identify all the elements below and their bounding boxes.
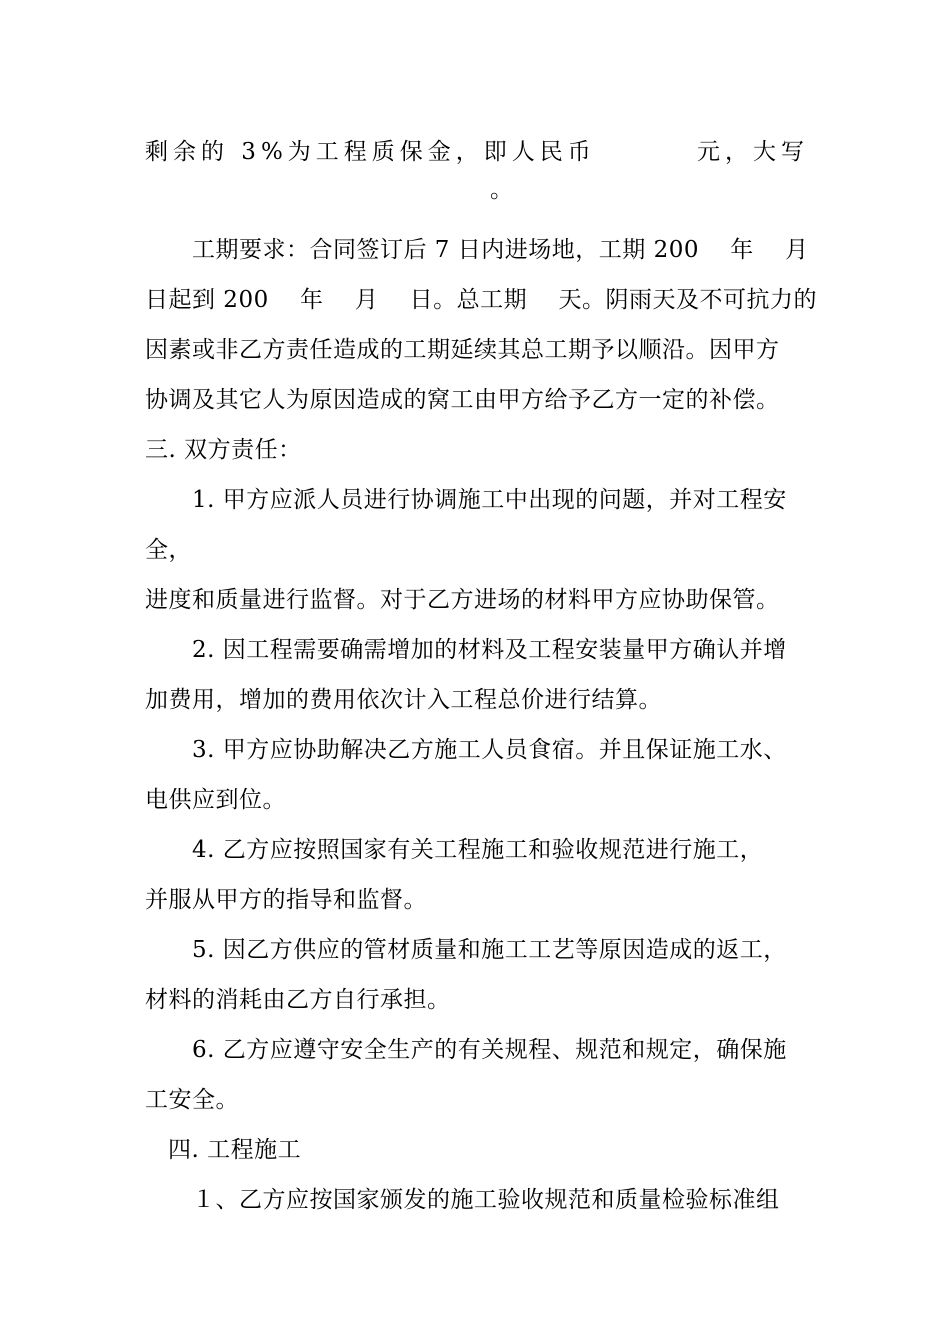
retention-tail-text: 元，大写 [697,139,809,165]
item1-text-a: 1. 甲方应派人员进行协调施工中出现的问题，并对工程安 [192,487,787,513]
schedule-text-1: 工期要求：合同签订后 7 日内进场地，工期 200 年 月 [192,237,809,263]
text-line-item1-c [145,586,780,614]
text-line-item5-a [192,936,787,964]
text-line-item4-b [145,886,427,914]
schedule-text-3: 因素或非乙方责任造成的工期延续其总工期予以顺沿。因甲方 [145,337,780,363]
item3-text-b: 电供应到位。 [145,787,286,813]
text-line-construction-1 [192,1186,780,1214]
text-line-item3-a [192,736,787,764]
item1-text-c: 进度和质量进行监督。对于乙方进场的材料甲方应协助保管。 [145,587,780,613]
text-line-item3-b [145,786,286,814]
item6-text-b: 工安全。 [145,1087,239,1113]
text-line-retention-tail [697,138,809,166]
text-line-item4-a [192,836,763,864]
item1-text-b: 全， [145,537,192,563]
text-line-item1-b [145,536,192,564]
text-line-retention [145,138,596,166]
item2-text-b: 加费用，增加的费用依次计入工程总价进行结算。 [145,687,662,713]
retention-text: 剩余的 3%为工程质保金，即人民币 [145,139,596,165]
item2-text-a: 2. 因工程需要确需增加的材料及工程安装量甲方确认并增 [192,637,787,663]
schedule-text-2: 日起到 200 年 月 日。总工期 天。阴雨天及不可抗力的 [145,287,817,313]
text-line-item6-a [192,1036,787,1064]
text-line-period [490,176,514,204]
section-heading-4 [168,1136,301,1164]
text-line-schedule-1 [192,236,809,264]
section-heading-3 [145,436,302,464]
item5-text-b: 材料的消耗由乙方自行承担。 [145,987,451,1013]
section-heading-4-text: 四. 工程施工 [168,1137,302,1163]
text-line-schedule-4 [145,386,780,414]
text-line-item2-b [145,686,662,714]
text-line-item6-b [145,1086,239,1114]
item4-text-a: 4. 乙方应按照国家有关工程施工和验收规范进行施工， [192,837,764,863]
text-line-schedule-3 [145,336,780,364]
text-line-item1-a [192,486,787,514]
item4-text-b: 并服从甲方的指导和监督。 [145,887,427,913]
section-heading-3-text: 三. 双方责任： [145,437,302,463]
text-line-item2-a [192,636,787,664]
construction-text-1: １、乙方应按国家颁发的施工验收规范和质量检验标准组 [192,1187,780,1213]
item6-text-a: 6. 乙方应遵守安全生产的有关规程、规范和规定，确保施 [192,1037,787,1063]
item3-text-a: 3. 甲方应协助解决乙方施工人员食宿。并且保证施工水、 [192,737,787,763]
text-line-schedule-2 [145,286,817,314]
period-text: 。 [490,177,514,203]
text-line-item5-b [145,986,451,1014]
schedule-text-4: 协调及其它人为原因造成的窝工由甲方给予乙方一定的补偿。 [145,387,780,413]
item5-text-a: 5. 因乙方供应的管材质量和施工工艺等原因造成的返工， [192,937,787,963]
